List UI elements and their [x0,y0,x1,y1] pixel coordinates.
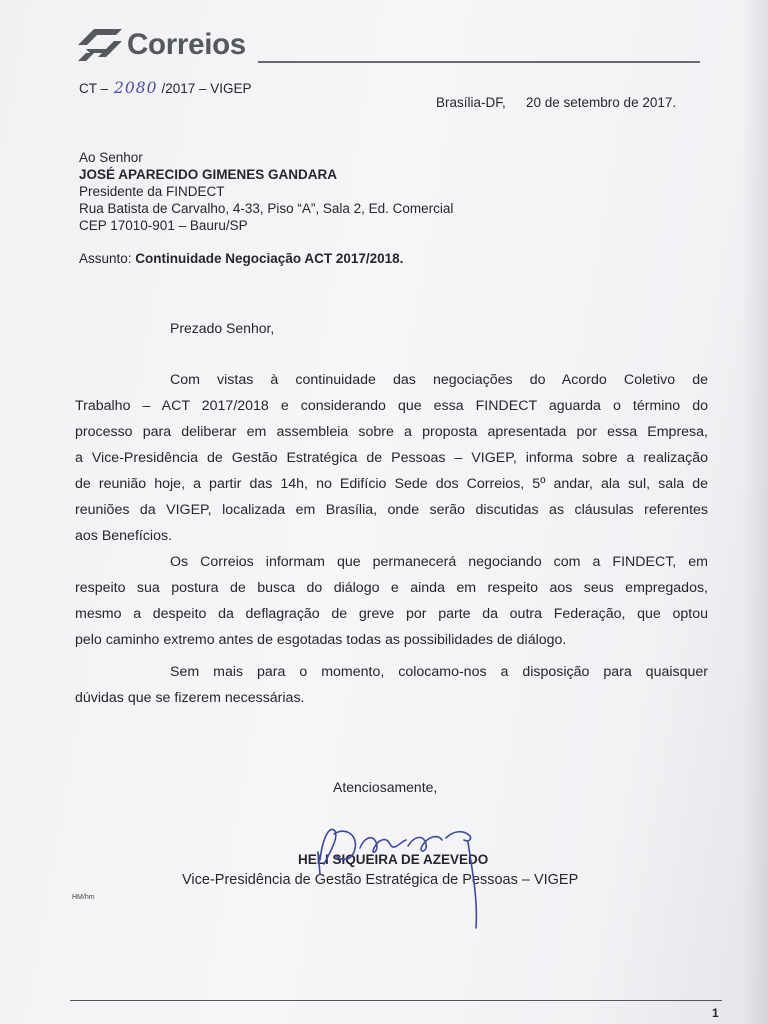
page-number: 1 [712,1006,719,1020]
paragraph-line: pelo caminho extremo antes de esgotadas todas as possibilidades de diálogo. [75,632,567,648]
paper-edge-shadow [742,0,768,1024]
paragraph-line: de reunião hoje, a partir das 14h, no Edifício Sede dos Correios, 5º andar, ala sul, sala de [75,476,708,492]
typist-initials: HM/hm [72,894,95,901]
paragraph-line: Trabalho – ACT 2017/2018 e considerando que essa FINDECT aguarda o término do [75,398,708,414]
paragraph-line: mesmo a despeito da deflagração de greve por parte da outra Federação, que optou [75,606,708,622]
recipient-salutation: Ao Senhor [79,150,143,165]
date-city: Brasília-DF, [436,95,506,110]
reference-line [79,79,252,98]
signatory-name: HELI SIQUEIRA DE AZEVEDO [298,852,489,867]
recipient-role: Presidente da FINDECT [79,184,225,199]
correios-logo-icon [76,27,124,63]
paragraph-line: Os Correios informam que permanecerá negociando com a FINDECT, em [170,554,708,570]
recipient-name: JOSÉ APARECIDO GIMENES GANDARA [79,167,338,182]
body-paragraph [75,549,708,653]
paragraph-line: processo para deliberar em assembleia sobre a proposta apresentada por essa Empresa, [75,424,708,440]
brand-name: Correios [127,28,246,61]
handwritten-reference-number: 2080 [114,79,158,97]
paragraph-line: respeito sua postura de busca do diálogo e ainda em respeito aos seus empregados, [75,580,708,596]
subject-line [79,250,403,268]
signatory-title: Vice-Presidência de Gestão Estratégica de Pessoas – VIGEP [182,872,579,888]
subject-text: Continuidade Negociação ACT 2017/2018. [135,251,404,266]
paragraph-line: reuniões da VIGEP, localizada em Brasília, onde serão discutidas as cláusulas referentes [75,502,708,518]
reference-prefix: CT – [79,81,109,96]
header-rule [258,61,700,63]
paragraph-line: a Vice-Presidência de Gestão Estratégica de Pessoas – VIGEP, informa sobre a realização [75,450,708,466]
date-text: 20 de setembro de 2017. [526,95,677,110]
paragraph-line: aos Benefícios. [75,528,173,544]
reference-suffix: /2017 – VIGEP [161,81,252,96]
recipient-postal: CEP 17010-901 – Bauru/SP [79,218,248,233]
paragraph-line: Sem mais para o momento, colocamo-nos a disposição para quaisquer [170,664,708,680]
recipient-block [79,149,453,234]
greeting: Prezado Senhor, [170,320,275,336]
paragraph-line: dúvidas que se fizerem necessárias. [75,690,305,706]
closing: Atenciosamente, [333,779,438,795]
paragraph-line: Com vistas à continuidade das negociações do Acordo Coletivo de [170,372,708,388]
body-paragraph [75,659,708,711]
handwritten-signature [300,812,510,934]
subject-label: Assunto: [79,251,132,266]
body-paragraph [75,367,708,549]
footer-rule [70,1000,722,1001]
recipient-address: Rua Batista de Carvalho, 4-33, Piso “A”, Sala 2, Ed. Comercial [79,201,454,216]
